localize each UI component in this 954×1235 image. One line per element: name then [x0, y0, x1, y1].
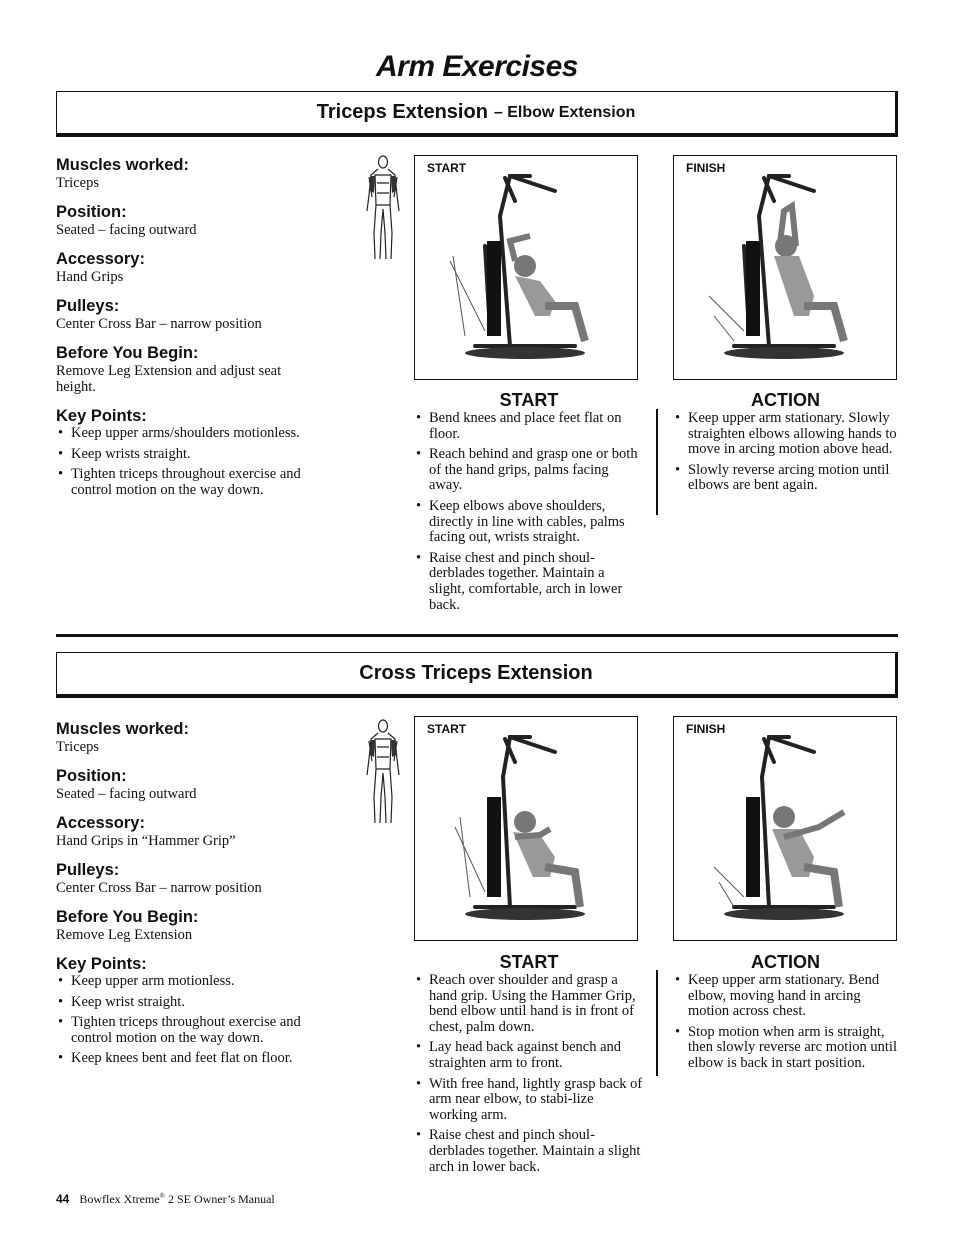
start-heading: START — [499, 952, 559, 972]
page-number: 44 — [56, 1192, 70, 1206]
page-title: Arm Exercises — [376, 50, 578, 83]
list-item: • Slowly reverse arcing motion until elbows are bent again. — [673, 463, 898, 494]
action-column — [673, 951, 898, 1077]
list-item: • Tighten triceps throughout exercise and control motion on the way down. — [56, 1015, 306, 1046]
start-column — [414, 951, 644, 1180]
column-divider — [656, 970, 658, 1076]
accessory-value: Hand Grips — [56, 269, 124, 285]
start-column — [414, 389, 644, 618]
list-item: • Keep elbows above shoulders, directly in line with cables, palms facing out, wrists straight. — [414, 499, 644, 546]
muscles-value: Triceps — [56, 175, 99, 191]
start-list — [414, 973, 644, 1175]
list-item: • Keep upper arms/shoulders motionless. — [56, 426, 306, 442]
section-header-cross-triceps-extension — [56, 652, 898, 698]
machine-finish-illustration — [674, 717, 896, 940]
photo-start — [414, 155, 638, 380]
photo-finish-label: FINISH — [686, 161, 726, 175]
manual-suffix: 2 SE Owner’s Manual — [165, 1192, 275, 1206]
photo-start-label: START — [427, 722, 467, 736]
muscles-label: Muscles worked: — [56, 720, 189, 738]
exercise-info — [56, 155, 306, 503]
list-item: • Reach over shoulder and grasp a hand grip. Using the Hammer Grip, bend elbow until hand is in front of chest, palm down. — [414, 973, 644, 1035]
list-item: • Keep upper arm motionless. — [56, 974, 306, 990]
list-item: • Lay head back against bench and straighten arm to front. — [414, 1040, 644, 1071]
action-heading: ACTION — [751, 952, 820, 972]
photo-finish-label: FINISH — [686, 722, 726, 736]
machine-start-illustration — [415, 717, 637, 940]
section-divider — [56, 634, 898, 637]
list-item: • Keep upper arm stationary. Bend elbow, moving hand in arcing motion across chest. — [673, 973, 898, 1020]
machine-start-illustration — [415, 156, 637, 379]
muscle-diagram-icon — [363, 719, 403, 827]
muscle-diagram-icon — [363, 155, 403, 263]
position-value: Seated – facing outward — [56, 222, 197, 238]
start-heading: START — [499, 390, 559, 410]
action-heading: ACTION — [751, 390, 820, 410]
action-list — [673, 973, 898, 1072]
pulleys-label: Pulleys: — [56, 861, 120, 879]
list-item: • Bend knees and place feet flat on floor. — [414, 411, 644, 442]
keypoints-label: Key Points: — [56, 407, 147, 425]
before-label: Before You Begin: — [56, 908, 199, 926]
photo-finish — [673, 155, 897, 380]
pulleys-value: Center Cross Bar – narrow position — [56, 880, 262, 896]
section-title: Triceps Extension — [316, 101, 488, 123]
list-item: • Keep knees bent and feet flat on floor. — [56, 1051, 306, 1067]
muscles-value: Triceps — [56, 739, 99, 755]
keypoints-list — [56, 974, 306, 1067]
section-title: Cross Triceps Extension — [359, 662, 593, 684]
page-footer — [56, 1192, 275, 1207]
list-item: • Raise chest and pinch shoul-derblades together. Maintain a slight, comfortable, arch in lower back. — [414, 551, 644, 613]
manual-title: Bowflex Xtreme — [79, 1192, 160, 1206]
column-divider — [656, 409, 658, 515]
photo-start — [414, 716, 638, 941]
photo-start-label: START — [427, 161, 467, 175]
exercise-info — [56, 719, 306, 1072]
action-column — [673, 389, 898, 499]
accessory-value: Hand Grips in “Hammer Grip” — [56, 833, 236, 849]
pulleys-value: Center Cross Bar – narrow position — [56, 316, 262, 332]
action-list — [673, 411, 898, 494]
list-item: • Raise chest and pinch shoul-derblades together. Maintain a slight arch in lower back. — [414, 1128, 644, 1175]
section-subtitle: – Elbow Extension — [493, 103, 636, 121]
position-label: Position: — [56, 767, 127, 785]
list-item: • Tighten triceps throughout exercise and control motion on the way down. — [56, 467, 306, 498]
registered-mark: ® — [159, 1192, 165, 1200]
list-item: • Keep upper arm stationary. Slowly straighten elbows allowing hands to move in arcing motion above head. — [673, 411, 898, 458]
start-list — [414, 411, 644, 613]
position-value: Seated – facing outward — [56, 786, 197, 802]
keypoints-label: Key Points: — [56, 955, 147, 973]
accessory-label: Accessory: — [56, 250, 145, 268]
list-item: • Reach behind and grasp one or both of the hand grips, palms facing away. — [414, 447, 644, 494]
list-item: • With free hand, lightly grasp back of arm near elbow, to stabi-lize working arm. — [414, 1077, 644, 1124]
before-value: Remove Leg Extension — [56, 927, 193, 943]
machine-finish-illustration — [674, 156, 896, 379]
list-item: • Keep wrists straight. — [56, 447, 306, 463]
section-header-triceps-extension — [56, 91, 898, 137]
pulleys-label: Pulleys: — [56, 297, 120, 315]
keypoints-list — [56, 426, 306, 498]
accessory-label: Accessory: — [56, 814, 145, 832]
list-item: • Stop motion when arm is straight, then slowly reverse arc motion until elbow is back in start position. — [673, 1025, 898, 1072]
before-label: Before You Begin: — [56, 344, 199, 362]
photo-finish — [673, 716, 897, 941]
before-value: Remove Leg Extension and adjust seat height. — [56, 363, 282, 395]
position-label: Position: — [56, 203, 127, 221]
list-item: • Keep wrist straight. — [56, 995, 306, 1011]
muscles-label: Muscles worked: — [56, 156, 189, 174]
